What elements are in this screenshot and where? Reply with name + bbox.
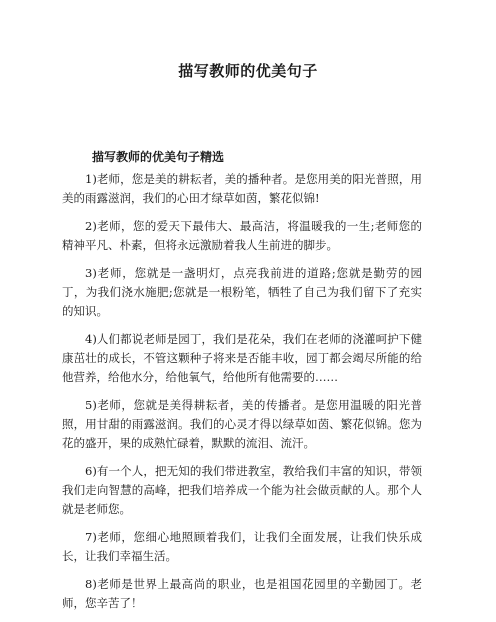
paragraph-8: 8)老师是世界上最高尚的职业，也是祖国花园里的辛勤园丁。老师，您辛苦了！	[62, 577, 422, 610]
paragraph-6: 6)有一个人，把无知的我们带进教室，教给我们丰富的知识，带领我们走向智慧的高峰，把我们培养成一个能为社会做贡献的人。那个人就是老师您。	[62, 464, 422, 516]
paragraph-7: 7)老师，您细心地照顾着我们，让我们全面发展，让我们快乐成长，让我们幸福生活。	[62, 530, 422, 563]
paragraph-1: 1)老师，您是美的耕耘者，美的播种者。是您用美的阳光普照，用美的雨露滋润，我们的心田才绿草如茵，繁花似锦!	[62, 172, 422, 205]
paragraph-5: 5)老师，您就是美得耕耘者，美的传播者。是您用温暖的阳光普照，用甘甜的雨露滋润。我们的心灵才得以绿草如茵、繁花似锦。您为花的盛开，果的成熟忙碌着，默默的流泪、流汗。	[62, 398, 422, 450]
document-title: 描写教师的优美句子	[178, 62, 318, 80]
paragraph-2: 2)老师，您的爱天下最伟大、最高洁，将温暖我的一生;老师您的精神平凡、朴素，但将永远激励着我人生前进的脚步。	[62, 219, 422, 252]
document-body	[62, 170, 422, 622]
paragraph-4: 4)人们都说老师是园丁，我们是花朵，我们在老师的浇灌呵护下健康茁壮的成长，不管这颗种子将来是否能丰收，园丁都会竭尽所能的给他营养，给他水分，给他氧气，给他所有他需要的……	[62, 332, 422, 384]
section-title: 描写教师的优美句子精选	[92, 150, 225, 164]
paragraph-3: 3)老师，您就是一盏明灯，点亮我前进的道路;您就是勤劳的园丁，为我们浇水施肥;您就是一根粉笔，牺牲了自己为我们留下了充实的知识。	[62, 266, 422, 318]
